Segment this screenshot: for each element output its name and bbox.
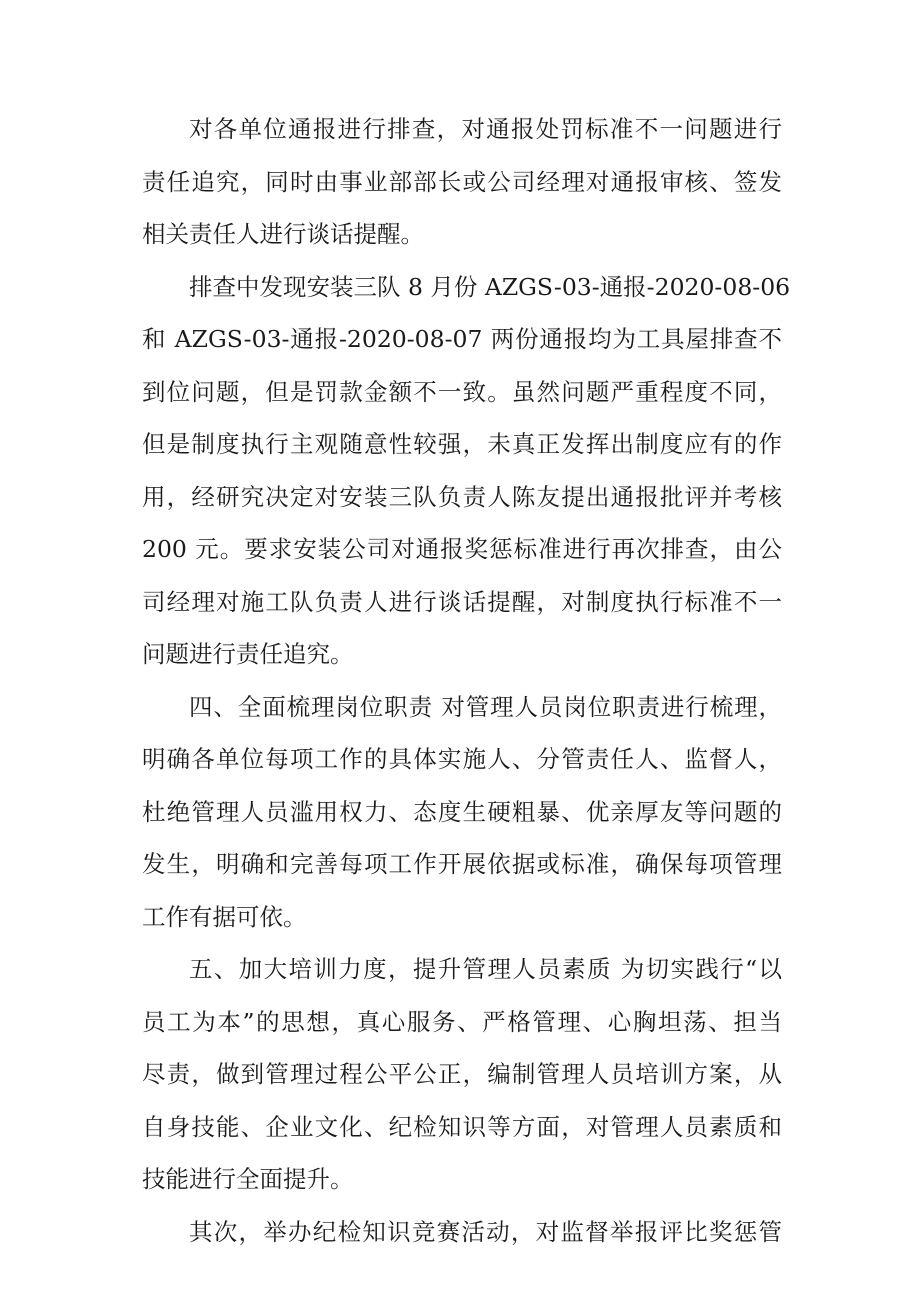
paragraph-line: 明确各单位每项工作的具体实施人、分管责任人、监督人， <box>142 745 782 773</box>
paragraph-line: 自身技能、企业文化、纪检知识等方面，对管理人员素质和 <box>142 1112 782 1141</box>
paragraph-line: 尽责，做到管理过程公平公正，编制管理人员培训方案，从 <box>142 1060 782 1088</box>
paragraph-line: 对各单位通报进行排查，对通报处罚标准不一问题进行 <box>189 115 782 143</box>
paragraph-line: 问题进行责任追究。 <box>142 640 354 668</box>
paragraph-line: 排查中发现安装三队 8 月份 AZGS-03-通报-2020-08-06 <box>189 272 791 301</box>
paragraph-line: 司经理对施工队负责人进行谈话提醒，对制度执行标准不一 <box>142 587 782 616</box>
paragraph-line: 和 AZGS-03-通报-2020-08-07 两份通报均为工具屋排查不 <box>142 325 782 353</box>
document-body <box>142 103 791 1258</box>
paragraph-line: 责任追究，同时由事业部部长或公司经理对通报审核、签发 <box>142 167 782 196</box>
paragraph-line: 技能进行全面提升。 <box>142 1165 354 1193</box>
paragraph-line: 用，经研究决定对安装三队负责人陈友提出通报批评并考核 <box>142 482 782 511</box>
section-heading-line: 四、全面梳理岗位职责 对管理人员岗位职责进行梳理， <box>189 692 782 721</box>
section-heading-line: 五、加大培训力度，提升管理人员素质 为切实践行“以 <box>189 955 782 983</box>
paragraph-line: 工作有据可依。 <box>142 902 307 931</box>
paragraph-line: 到位问题，但是罚款金额不一致。虽然问题严重程度不同， <box>142 377 782 406</box>
paragraph-line: 杜绝管理人员滥用权力、态度生硬粗暴、优亲厚友等问题的 <box>142 797 782 826</box>
paragraph-line: 其次，举办纪检知识竞赛活动，对监督举报评比奖惩管 <box>189 1217 782 1246</box>
paragraph-line: 相关责任人进行谈话提醒。 <box>142 220 424 248</box>
paragraph-line: 但是制度执行主观随意性较强，未真正发挥出制度应有的作 <box>142 430 782 458</box>
paragraph-line: 员工为本”的思想，真心服务、严格管理、心胸坦荡、担当 <box>142 1007 782 1036</box>
paragraph-line: 200 元。要求安装公司对通报奖惩标准进行再次排查，由公 <box>142 535 782 563</box>
paragraph-line: 发生，明确和完善每项工作开展依据或标准，确保每项管理 <box>142 850 782 878</box>
